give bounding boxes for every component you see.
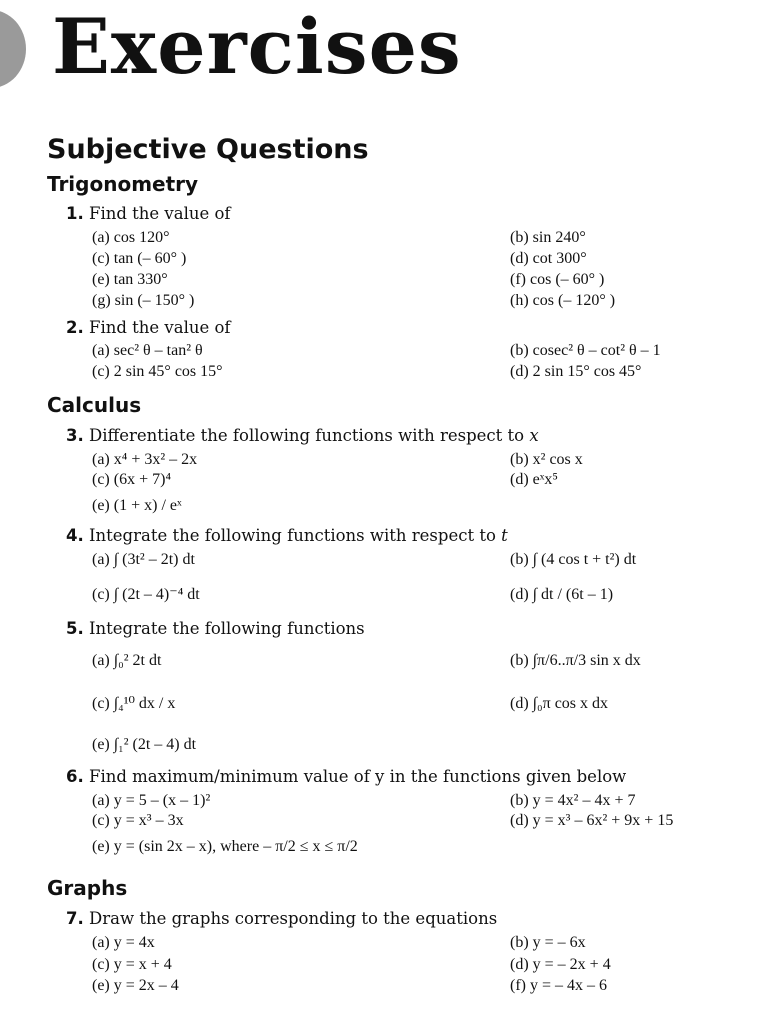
question-number: 7.	[66, 909, 84, 928]
question-3: 3. Differentiate the following functions with respect to x	[66, 426, 539, 445]
q6-item-c: (c) y = x³ – 3x	[92, 812, 184, 829]
q4-item-b: (b) ∫ (4 cos t + t²) dt	[510, 551, 637, 568]
decorative-circle	[0, 10, 26, 88]
question-number: 4.	[66, 526, 84, 545]
question-number: 6.	[66, 767, 84, 786]
q1-item-h: (h) cos (– 120° )	[510, 292, 616, 309]
question-number: 3.	[66, 426, 84, 445]
q2-item-d: (d) 2 sin 15° cos 45°	[510, 363, 642, 380]
q7-item-a: (a) y = 4x	[92, 934, 155, 951]
q1-item-b: (b) sin 240°	[510, 229, 586, 246]
q1-item-a: (a) cos 120°	[92, 229, 170, 246]
q3-item-d: (d) eˣx⁵	[510, 471, 558, 488]
question-5	[66, 619, 365, 639]
question-number: 1.	[66, 204, 84, 223]
question-text: Find the value of	[89, 318, 231, 337]
subsection-calculus: Calculus	[47, 393, 142, 417]
q3-item-c: (c) (6x + 7)⁴	[92, 471, 172, 488]
question-7	[66, 909, 497, 929]
question-1	[66, 204, 231, 224]
q2-item-b: (b) cosec² θ – cot² θ – 1	[510, 342, 661, 359]
question-number: 5.	[66, 619, 84, 638]
q5-item-a: (a) ∫₀² 2t dt	[92, 652, 162, 669]
subsection-trigonometry: Trigonometry	[47, 172, 199, 196]
q3-item-b: (b) x² cos x	[510, 451, 583, 468]
question-4: 4. Integrate the following functions with respect to t	[66, 526, 508, 545]
q2-item-a: (a) sec² θ – tan² θ	[92, 342, 203, 359]
q5-item-d: (d) ∫₀π cos x dx	[510, 695, 609, 712]
question-text: Find the value of	[89, 204, 231, 223]
q7-item-f: (f) y = – 4x – 6	[510, 977, 608, 994]
q1-item-f: (f) cos (– 60° )	[510, 271, 605, 288]
section-heading: Subjective Questions	[47, 134, 369, 165]
q6-item-b: (b) y = 4x² – 4x + 7	[510, 792, 636, 809]
q7-item-e: (e) y = 2x – 4	[92, 977, 179, 994]
q6-item-a: (a) y = 5 – (x – 1)²	[92, 792, 211, 809]
q4-item-d: (d) ∫ dt / (6t – 1)	[510, 586, 614, 603]
q1-item-g: (g) sin (– 150° )	[92, 292, 195, 309]
question-text: Find maximum/minimum value of y in the functions given below	[89, 767, 627, 786]
q1-item-e: (e) tan 330°	[92, 271, 168, 288]
question-number: 2.	[66, 318, 84, 337]
q4-item-c: (c) ∫ (2t – 4)⁻⁴ dt	[92, 586, 200, 603]
question-text: Integrate the following functions with respect to	[89, 526, 496, 545]
q3-item-e: (e) (1 + x) / eˣ	[92, 497, 182, 514]
q3-item-a: (a) x⁴ + 3x² – 2x	[92, 451, 198, 468]
question-text: Differentiate the following functions with respect to	[89, 426, 525, 445]
q6-item-d: (d) y = x³ – 6x² + 9x + 15	[510, 812, 674, 829]
q5-item-c: (c) ∫₄¹⁰ dx / x	[92, 695, 176, 712]
q2-item-c: (c) 2 sin 45° cos 15°	[92, 363, 223, 380]
q5-item-e: (e) ∫₁² (2t – 4) dt	[92, 736, 197, 753]
q7-item-c: (c) y = x + 4	[92, 956, 172, 973]
q7-item-d: (d) y = – 2x + 4	[510, 956, 611, 973]
q4-item-a: (a) ∫ (3t² – 2t) dt	[92, 551, 195, 568]
question-text: Integrate the following functions	[89, 619, 365, 638]
page-title: Exercises	[52, 2, 462, 91]
q5-item-b: (b) ∫π/6..π/3 sin x dx	[510, 652, 641, 669]
q6-item-e: (e) y = (sin 2x – x), where – π/2 ≤ x ≤ π/2	[92, 838, 358, 855]
subsection-graphs: Graphs	[47, 876, 128, 900]
question-6	[66, 767, 626, 787]
q1-item-c: (c) tan (– 60° )	[92, 250, 187, 267]
q7-item-b: (b) y = – 6x	[510, 934, 586, 951]
q1-item-d: (d) cot 300°	[510, 250, 587, 267]
question-2	[66, 318, 231, 338]
question-text: Draw the graphs corresponding to the equations	[89, 909, 498, 928]
